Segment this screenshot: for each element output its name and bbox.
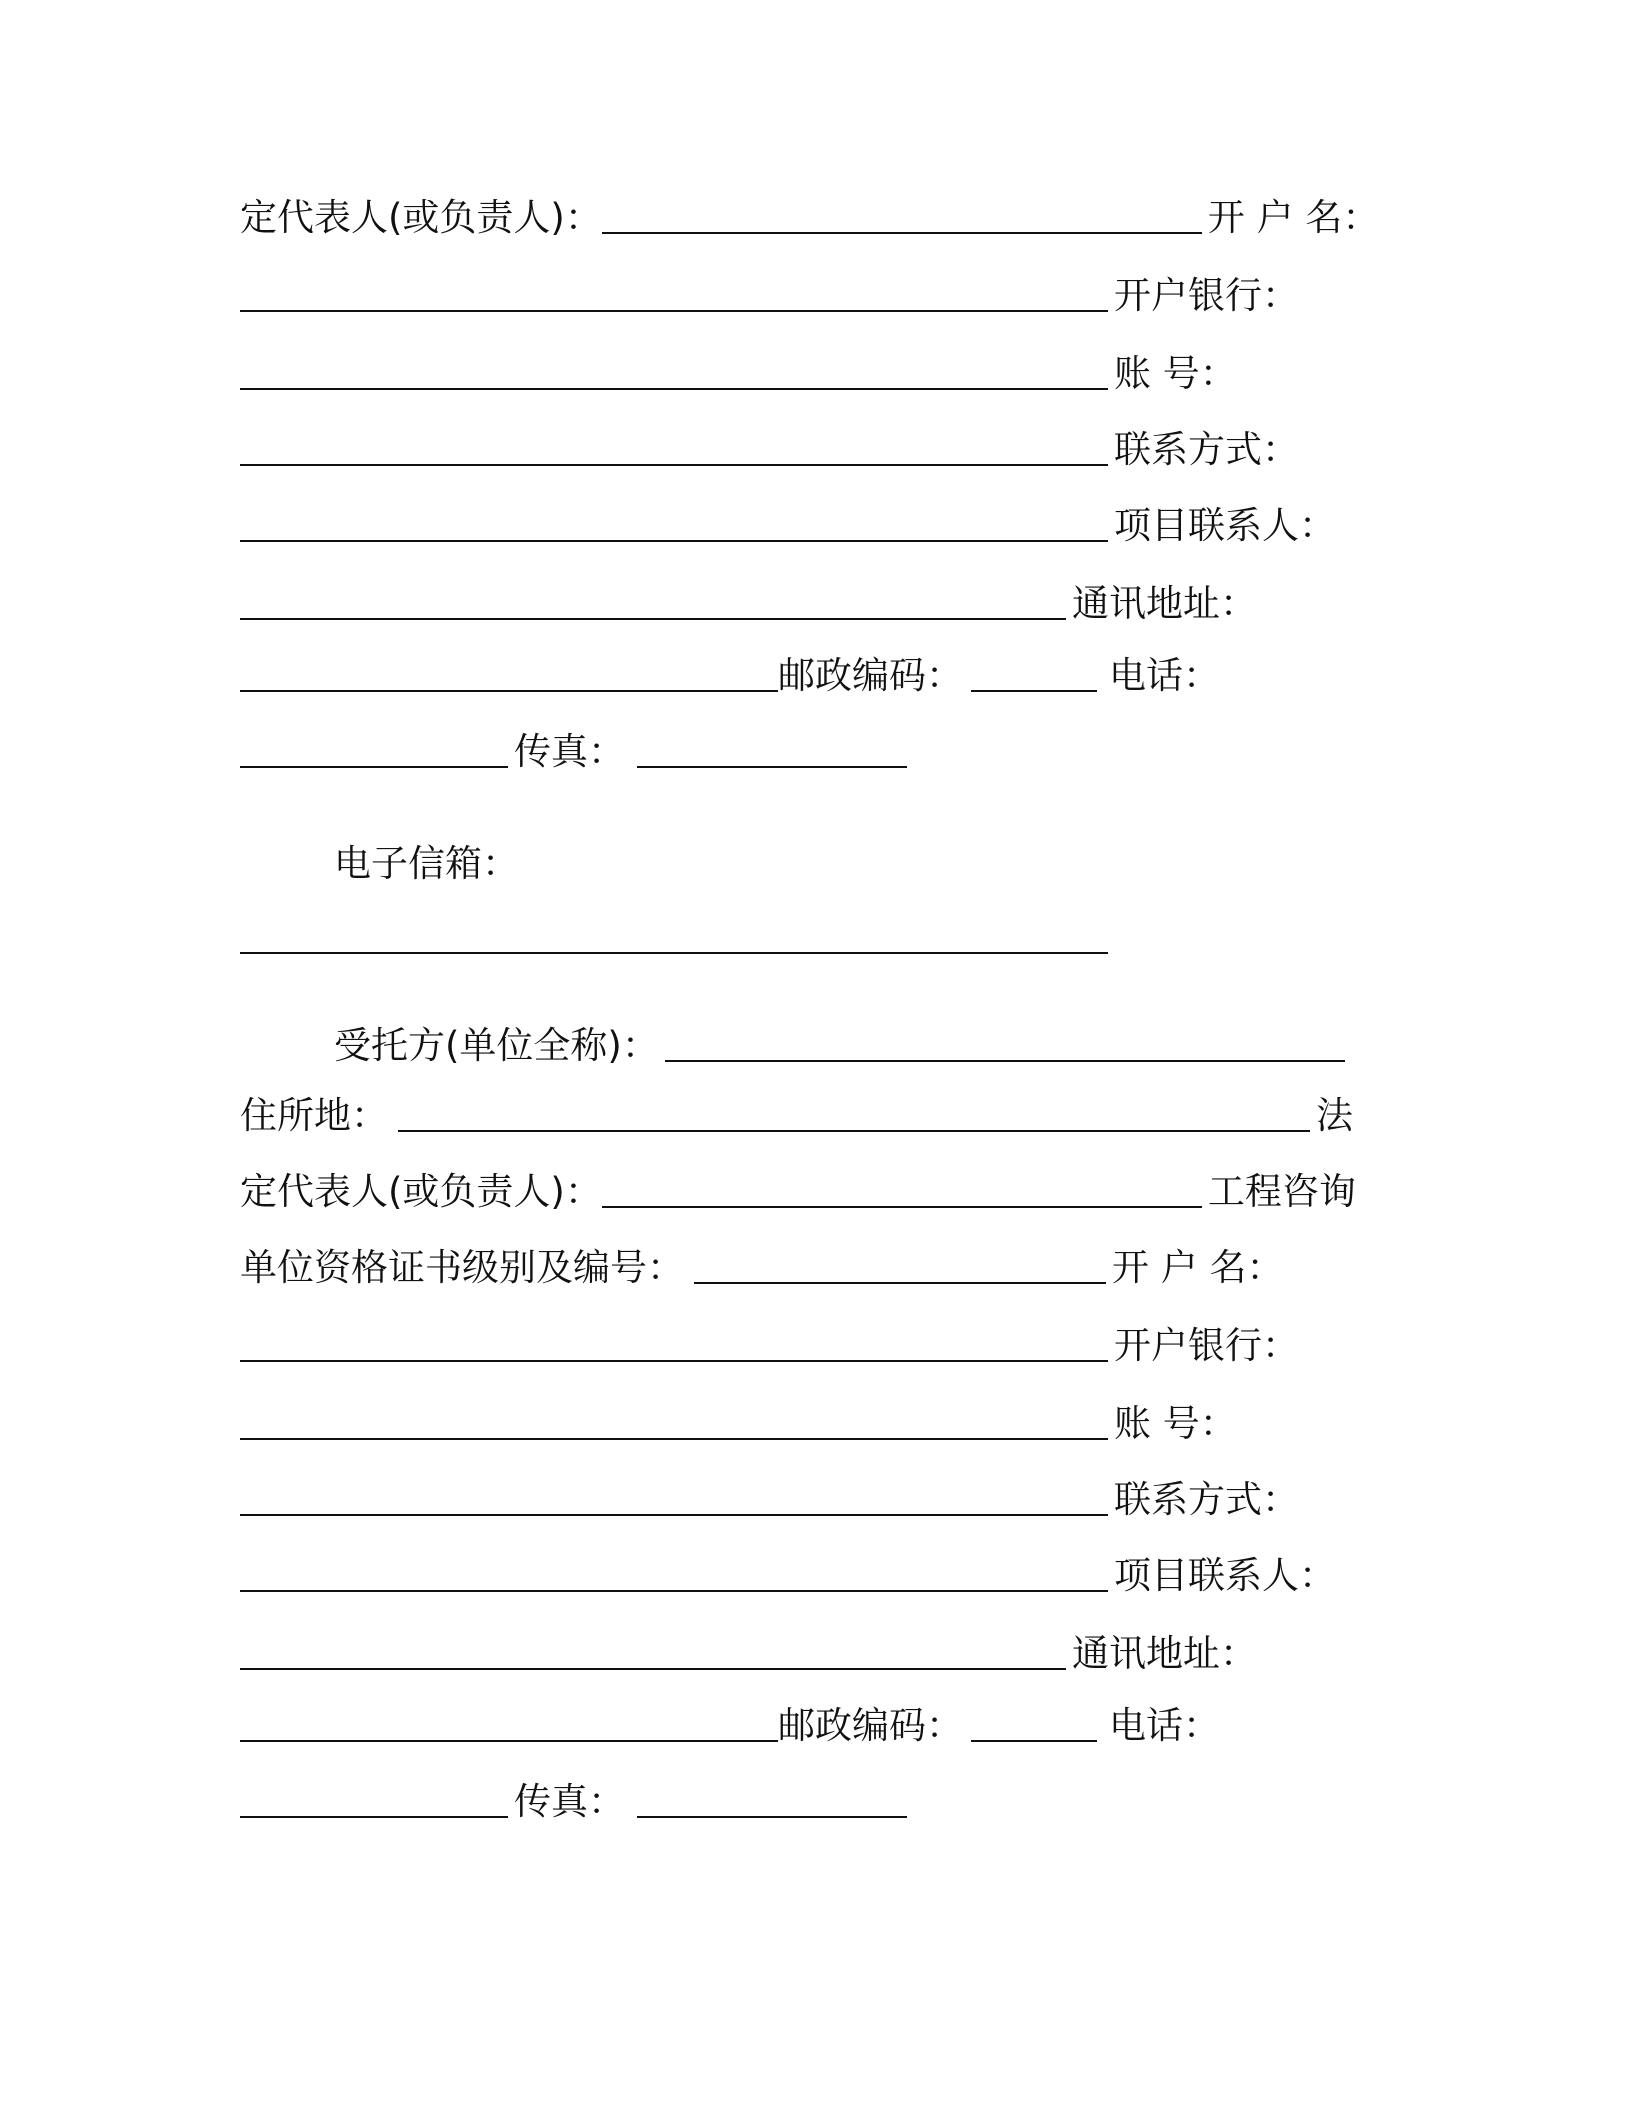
s1-fax-line bbox=[240, 714, 907, 774]
s2-bank-label: 开户银行： bbox=[1114, 1324, 1299, 1367]
s2-project-contact-line bbox=[240, 1538, 1336, 1598]
s2-account-no-label: 账 号： bbox=[1114, 1402, 1237, 1445]
s2-postcode-label: 邮政编码： bbox=[778, 1704, 963, 1747]
s2-account-no-field[interactable] bbox=[240, 1513, 1108, 1516]
s1-email-field[interactable] bbox=[240, 951, 1108, 954]
s2-rep-label: 定代表人(或负责人)： bbox=[240, 1170, 602, 1213]
s1-project-contact-field[interactable] bbox=[240, 617, 1066, 620]
s2-legal-prefix: 法 bbox=[1316, 1094, 1353, 1137]
s2-phone-field[interactable] bbox=[240, 1815, 508, 1818]
s2-phone-label: 电话： bbox=[1109, 1704, 1220, 1747]
s2-contact-method-label: 联系方式： bbox=[1114, 1478, 1299, 1521]
s1-fax-field[interactable] bbox=[637, 765, 907, 768]
s1-project-contact-label: 项目联系人： bbox=[1114, 504, 1336, 547]
s2-postcode-line bbox=[240, 1688, 1220, 1748]
s1-bank-label: 开户银行： bbox=[1114, 274, 1299, 317]
s1-fax-label: 传真： bbox=[514, 730, 625, 773]
s2-contact-method-line bbox=[240, 1462, 1299, 1522]
s2-trustee-field[interactable] bbox=[665, 1059, 1345, 1062]
s2-postcode-field[interactable] bbox=[971, 1739, 1097, 1742]
s1-contact-method-line bbox=[240, 412, 1299, 472]
s1-account-name-label: 开 户 名： bbox=[1207, 196, 1380, 239]
s2-address-label: 通讯地址： bbox=[1072, 1632, 1257, 1675]
s2-trustee-line bbox=[334, 1008, 1345, 1068]
s2-account-name-field[interactable] bbox=[240, 1359, 1108, 1362]
s1-postcode-label: 邮政编码： bbox=[778, 654, 963, 697]
s2-trustee-label: 受托方(单位全称)： bbox=[334, 1024, 659, 1067]
s1-email-line bbox=[334, 826, 519, 886]
s1-contact-method-field[interactable] bbox=[240, 539, 1108, 542]
s2-account-name-label: 开 户 名： bbox=[1112, 1246, 1284, 1289]
s1-bank-field[interactable] bbox=[240, 387, 1108, 390]
s1-address-line bbox=[240, 566, 1257, 626]
s2-fax-field[interactable] bbox=[637, 1815, 907, 1818]
s1-contact-method-label: 联系方式： bbox=[1114, 428, 1299, 471]
s2-qualification-line bbox=[240, 1230, 1284, 1290]
s1-phone-label: 电话： bbox=[1109, 654, 1220, 697]
s1-address-field[interactable] bbox=[240, 689, 778, 692]
s1-email-field-line bbox=[240, 900, 1108, 960]
s1-account-no-label: 账 号： bbox=[1114, 352, 1237, 395]
s2-project-contact-field[interactable] bbox=[240, 1667, 1066, 1670]
s1-postcode-line bbox=[240, 638, 1220, 698]
s1-rep-label: 定代表人(或负责人)： bbox=[240, 196, 602, 239]
s2-bank-line bbox=[240, 1308, 1299, 1368]
s2-qualification-prefix: 工程咨询 bbox=[1207, 1170, 1356, 1213]
s1-rep-line bbox=[240, 180, 1379, 240]
s1-phone-field[interactable] bbox=[240, 765, 508, 768]
s2-contact-method-field[interactable] bbox=[240, 1589, 1108, 1592]
s2-domicile-line bbox=[240, 1078, 1353, 1138]
s2-account-no-line bbox=[240, 1386, 1237, 1446]
s2-rep-line bbox=[240, 1154, 1356, 1214]
s1-account-no-line bbox=[240, 336, 1237, 396]
s1-rep-field[interactable] bbox=[602, 231, 1202, 234]
s2-rep-field[interactable] bbox=[602, 1205, 1202, 1208]
s2-bank-field[interactable] bbox=[240, 1437, 1108, 1440]
s1-account-no-field[interactable] bbox=[240, 463, 1108, 466]
s2-fax-label: 传真： bbox=[514, 1780, 625, 1823]
s1-bank-line bbox=[240, 258, 1299, 318]
s1-postcode-field[interactable] bbox=[971, 689, 1097, 692]
s1-account-name-field[interactable] bbox=[240, 309, 1108, 312]
s1-address-label: 通讯地址： bbox=[1072, 582, 1257, 625]
s2-project-contact-label: 项目联系人： bbox=[1114, 1554, 1336, 1597]
s2-domicile-label: 住所地： bbox=[240, 1094, 388, 1137]
s2-domicile-field[interactable] bbox=[398, 1129, 1310, 1132]
s2-address-line bbox=[240, 1616, 1257, 1676]
s2-qualification-field[interactable] bbox=[694, 1281, 1106, 1284]
s2-fax-line bbox=[240, 1764, 907, 1824]
s2-qualification-label: 单位资格证书级别及编号： bbox=[240, 1246, 684, 1289]
s2-address-field[interactable] bbox=[240, 1739, 778, 1742]
s1-project-contact-line bbox=[240, 488, 1336, 548]
s1-email-label: 电子信箱： bbox=[334, 842, 519, 885]
